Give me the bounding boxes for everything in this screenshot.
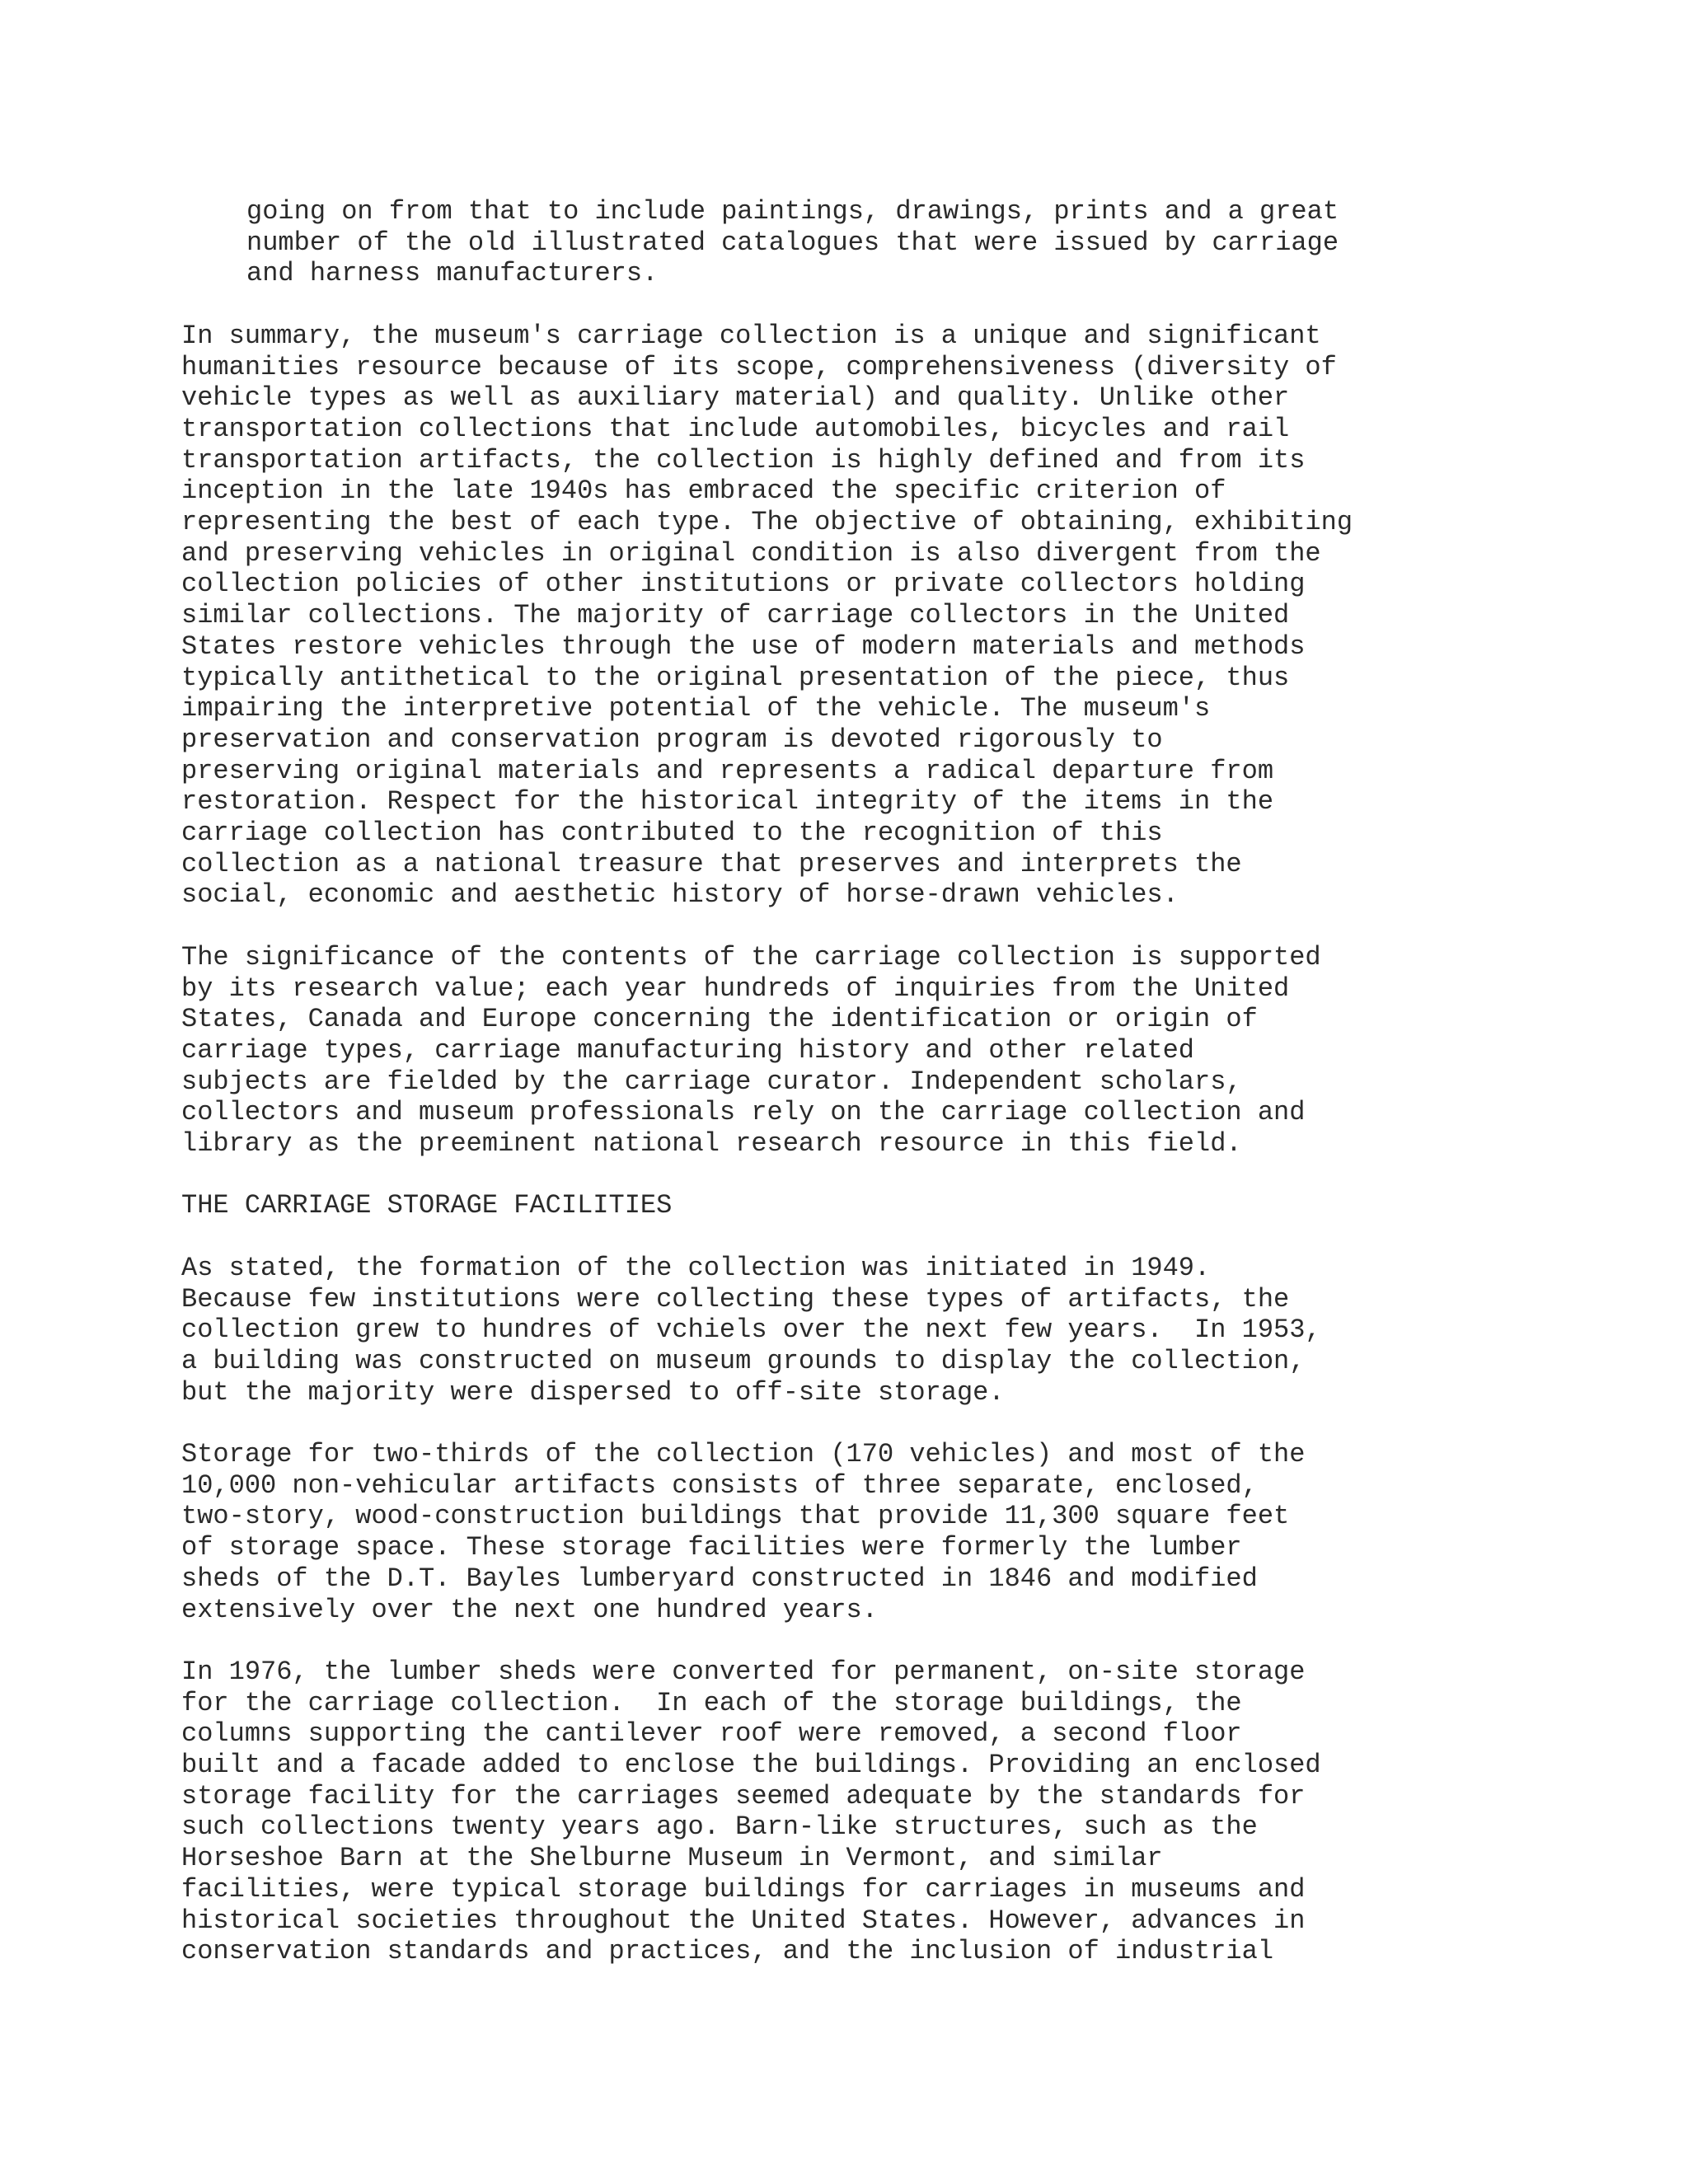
text-line: for the carriage collection. In each of the storage buildings, the bbox=[181, 1687, 1242, 1718]
text-line: extensively over the next one hundred years. bbox=[181, 1594, 878, 1625]
text-line: carriage collection has contributed to the recognition of this bbox=[181, 818, 1163, 849]
text-line: transportation artifacts, the collection is highly defined and from its bbox=[181, 444, 1306, 476]
text-line: of storage space. These storage facilities were formerly the lumber bbox=[181, 1532, 1242, 1563]
text-line: going on from that to include paintings, drawings, prints and a great bbox=[246, 196, 1339, 227]
text-line: facilities, were typical storage buildings for carriages in museums and bbox=[181, 1873, 1306, 1905]
storage-paragraph bbox=[181, 1439, 1434, 1625]
text-line: carriage types, carriage manufacturing history and other related bbox=[181, 1034, 1194, 1066]
text-line: humanities resource because of its scope, comprehensiveness (diversity of bbox=[181, 351, 1337, 382]
text-line: columns supporting the cantilever roof were removed, a second floor bbox=[181, 1718, 1242, 1750]
text-line: subjects are fielded by the carriage curator. Independent scholars, bbox=[181, 1066, 1242, 1097]
significance-paragraph bbox=[181, 942, 1434, 1160]
text-line: preservation and conservation program is devoted rigorously to bbox=[181, 724, 1163, 755]
text-line: impairing the interpretive potential of the vehicle. The museum's bbox=[181, 693, 1211, 724]
text-line: In 1976, the lumber sheds were converted for permanent, on-site storage bbox=[181, 1656, 1306, 1687]
text-line: The significance of the contents of the carriage collection is supported bbox=[181, 941, 1321, 972]
text-line: historical societies throughout the United States. However, advances in bbox=[181, 1905, 1306, 1936]
text-line: built and a facade added to enclose the buildings. Providing an enclosed bbox=[181, 1750, 1321, 1781]
text-line: Horseshoe Barn at the Shelburne Museum in Vermont, and similar bbox=[181, 1843, 1163, 1874]
text-line: restoration. Respect for the historical integrity of the items in the bbox=[181, 786, 1274, 818]
text-line: social, economic and aesthetic history of horse-drawn vehicles. bbox=[181, 879, 1179, 911]
text-line: storage facility for the carriages seemed adequate by the standards for bbox=[181, 1780, 1306, 1811]
text-line: vehicle types as well as auxiliary material) and quality. Unlike other bbox=[181, 382, 1290, 414]
text-line: sheds of the D.T. Bayles lumberyard constructed in 1846 and modified bbox=[181, 1563, 1258, 1594]
summary-paragraph bbox=[181, 321, 1434, 911]
text-line: collection grew to hundres of vchiels over the next few years. In 1953, bbox=[181, 1315, 1321, 1346]
text-line: preserving original materials and represents a radical departure from bbox=[181, 755, 1274, 786]
text-line: As stated, the formation of the collection was initiated in 1949. bbox=[181, 1252, 1211, 1283]
text-line: States, Canada and Europe concerning the identification or origin of bbox=[181, 1004, 1258, 1035]
text-line: a building was constructed on museum grounds to display the collection, bbox=[181, 1345, 1306, 1376]
text-line: 10,000 non-vehicular artifacts consists of three separate, enclosed, bbox=[181, 1469, 1258, 1501]
text-line: by its research value; each year hundreds of inquiries from the United bbox=[181, 972, 1290, 1004]
section-heading: THE CARRIAGE STORAGE FACILITIES bbox=[181, 1190, 673, 1221]
text-line: representing the best of each type. The objective of obtaining, exhibiting bbox=[181, 507, 1353, 538]
text-line: transportation collections that include automobiles, bicycles and rail bbox=[181, 413, 1290, 444]
intro-paragraph bbox=[181, 196, 1434, 289]
text-line: library as the preeminent national research resource in this field. bbox=[181, 1128, 1242, 1160]
text-line: collection policies of other institutions or private collectors holding bbox=[181, 569, 1306, 600]
text-line: Because few institutions were collecting these types of artifacts, the bbox=[181, 1283, 1290, 1315]
text-line: Storage for two-thirds of the collection (170 vehicles) and most of the bbox=[181, 1439, 1306, 1470]
conversion-paragraph bbox=[181, 1657, 1434, 1967]
text-line: and harness manufacturers. bbox=[246, 258, 659, 289]
text-line: such collections twenty years ago. Barn-like structures, such as the bbox=[181, 1811, 1258, 1843]
text-line: In summary, the museum's carriage collection is a unique and significant bbox=[181, 320, 1321, 351]
text-line: similar collections. The majority of carriage collectors in the United bbox=[181, 600, 1290, 631]
text-line: conservation standards and practices, and the inclusion of industrial bbox=[181, 1936, 1274, 1967]
text-line: number of the old illustrated catalogues that were issued by carriage bbox=[246, 227, 1339, 258]
text-line: collection as a national treasure that preserves and interprets the bbox=[181, 848, 1242, 879]
text-line: collectors and museum professionals rely on the carriage collection and bbox=[181, 1097, 1306, 1128]
text-line: two-story, wood-construction buildings that provide 11,300 square feet bbox=[181, 1501, 1290, 1532]
formation-paragraph bbox=[181, 1253, 1434, 1408]
document-body bbox=[181, 196, 1434, 1999]
text-line: inception in the late 1940s has embraced the specific criterion of bbox=[181, 476, 1226, 507]
text-line: typically antithetical to the original presentation of the piece, thus bbox=[181, 662, 1290, 693]
text-line: States restore vehicles through the use of modern materials and methods bbox=[181, 630, 1306, 662]
text-line: and preserving vehicles in original condition is also divergent from the bbox=[181, 537, 1321, 569]
text-line: but the majority were dispersed to off-site storage. bbox=[181, 1376, 1005, 1408]
